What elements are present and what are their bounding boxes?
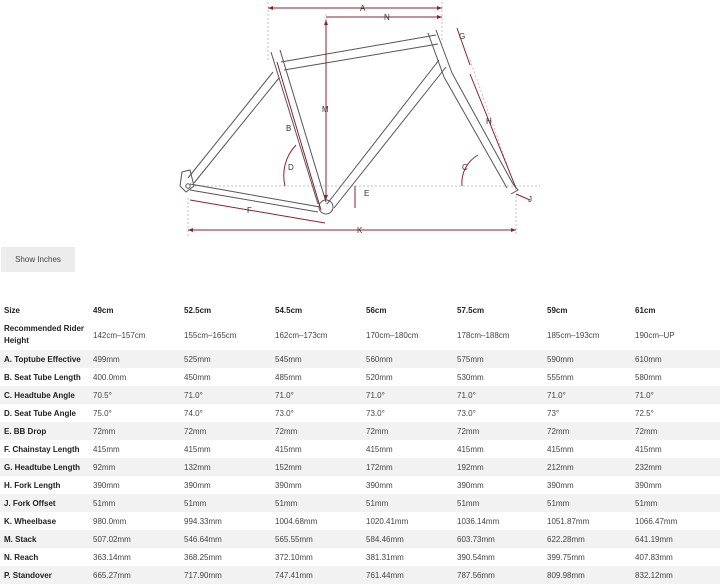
size-column-header: 61cm (635, 305, 656, 315)
table-cell: 71.0° (635, 390, 654, 400)
size-column-header: 59cm (547, 305, 568, 315)
table-cell: 71.0° (366, 390, 385, 400)
table-cell: 72mm (366, 426, 389, 436)
table-cell: 507.02mm (93, 534, 131, 544)
label-F: F (247, 206, 252, 215)
label-B: B (286, 124, 292, 133)
table-cell: 415mm (275, 444, 302, 454)
table-cell: 584.46mm (366, 534, 404, 544)
table-cell: 415mm (93, 444, 120, 454)
size-column-header: 49cm (93, 305, 114, 315)
table-cell: 400.0mm (93, 372, 127, 382)
table-row (0, 386, 720, 404)
table-cell: 390mm (457, 480, 484, 490)
table-row (0, 512, 720, 530)
table-cell: 162cm–173cm (275, 330, 328, 340)
table-row (0, 530, 720, 548)
table-cell: 142cm–157cm (93, 330, 146, 340)
table-cell: 390.54mm (457, 552, 495, 562)
table-cell: 363.14mm (93, 552, 131, 562)
row-label: N. Reach (4, 552, 39, 562)
table-cell: 994.33mm (184, 516, 222, 526)
table-cell: 155cm–165cm (184, 330, 237, 340)
table-cell: 51mm (457, 498, 480, 508)
table-cell: 381.31mm (366, 552, 404, 562)
table-cell: 212mm (547, 462, 574, 472)
table-cell: 372.10mm (275, 552, 313, 562)
table-cell: 390mm (275, 480, 302, 490)
table-cell: 185cm–193cm (547, 330, 600, 340)
table-cell: 73° (547, 408, 560, 418)
table-cell: 73.0° (366, 408, 385, 418)
table-cell: 71.0° (547, 390, 566, 400)
table-cell: 170cm–180cm (366, 330, 419, 340)
table-cell: 717.90mm (184, 570, 222, 580)
table-cell: 1020.41mm (366, 516, 409, 526)
table-row (0, 548, 720, 566)
table-cell: 72mm (184, 426, 207, 436)
table-row (0, 476, 720, 494)
table-cell: 665.27mm (93, 570, 131, 580)
table-cell: 75.0° (93, 408, 112, 418)
table-cell: 73.0° (457, 408, 476, 418)
frame-geometry-diagram (0, 0, 720, 240)
table-cell: 1036.14mm (457, 516, 500, 526)
table-cell: 980.0mm (93, 516, 127, 526)
table-cell: 450mm (184, 372, 211, 382)
table-cell: 415mm (366, 444, 393, 454)
size-header-label: Size (4, 305, 21, 315)
dimension-labels (247, 4, 532, 235)
table-cell: 51mm (93, 498, 116, 508)
show-inches-button[interactable]: Show Inches (1, 247, 75, 272)
geometry-table-body (0, 320, 720, 584)
table-cell: 71.0° (457, 390, 476, 400)
geometry-table-header (0, 300, 720, 320)
label-J: J (528, 195, 532, 204)
row-label: E. BB Drop (4, 426, 47, 436)
table-cell: 407.83mm (635, 552, 673, 562)
label-E: E (364, 189, 370, 198)
table-cell: 485mm (275, 372, 302, 382)
table-cell: 1066.47mm (635, 516, 678, 526)
table-cell: 809.98mm (547, 570, 585, 580)
table-cell: 525mm (184, 354, 211, 364)
table-cell: 390mm (547, 480, 574, 490)
table-cell: 560mm (366, 354, 393, 364)
table-cell: 190cm–UP (635, 330, 675, 340)
table-cell: 565.55mm (275, 534, 313, 544)
table-cell: 641.19mm (635, 534, 673, 544)
table-cell: 747.41mm (275, 570, 313, 580)
size-header-row (0, 300, 720, 320)
table-row (0, 494, 720, 512)
row-label: G. Headtube Length (4, 462, 80, 472)
table-row (0, 350, 720, 368)
row-label: M. Stack (4, 534, 37, 544)
row-label: D. Seat Tube Angle (4, 408, 77, 418)
table-cell: 152mm (275, 462, 302, 472)
table-cell: 72mm (275, 426, 298, 436)
table-cell: 832.12mm (635, 570, 673, 580)
table-cell: 368.25mm (184, 552, 222, 562)
table-cell: 555mm (547, 372, 574, 382)
label-N: N (384, 13, 390, 22)
table-cell: 622.28mm (547, 534, 585, 544)
table-cell: 92mm (93, 462, 116, 472)
row-label: F. Chainstay Length (4, 444, 80, 454)
size-column-header: 52.5cm (184, 305, 212, 315)
table-cell: 415mm (635, 444, 662, 454)
row-label: Recommended Rider Height (4, 324, 85, 345)
table-cell: 575mm (457, 354, 484, 364)
size-column-header: 57.5cm (457, 305, 485, 315)
table-cell: 390mm (184, 480, 211, 490)
label-K: K (357, 226, 363, 235)
table-cell: 761.44mm (366, 570, 404, 580)
size-column-header: 56cm (366, 305, 387, 315)
table-cell: 520mm (366, 372, 393, 382)
table-cell: 72mm (547, 426, 570, 436)
table-cell: 399.75mm (547, 552, 585, 562)
row-label: K. Wheelbase (4, 516, 57, 526)
table-cell: 415mm (184, 444, 211, 454)
table-row (0, 368, 720, 386)
table-cell: 603.73mm (457, 534, 495, 544)
label-H: H (486, 117, 492, 126)
table-cell: 787.56mm (457, 570, 495, 580)
row-label: A. Toptube Effective (4, 354, 81, 364)
table-cell: 232mm (635, 462, 662, 472)
table-cell: 72mm (635, 426, 658, 436)
table-cell: 72mm (457, 426, 480, 436)
table-cell: 51mm (184, 498, 207, 508)
table-cell: 172mm (366, 462, 393, 472)
table-cell: 390mm (635, 480, 662, 490)
table-row (0, 440, 720, 458)
label-D: D (288, 163, 294, 172)
label-M: M (322, 105, 329, 114)
table-cell: 73.0° (275, 408, 294, 418)
table-cell: 51mm (366, 498, 389, 508)
table-cell: 51mm (635, 498, 658, 508)
table-cell: 72.5° (635, 408, 654, 418)
table-cell: 545mm (275, 354, 302, 364)
label-A: A (360, 4, 366, 13)
table-cell: 192mm (457, 462, 484, 472)
table-row (0, 320, 720, 350)
dimension-lines (188, 8, 530, 230)
row-label: C. Headtube Angle (4, 390, 75, 400)
row-label: J. Fork Offset (4, 498, 56, 508)
table-cell: 51mm (547, 498, 570, 508)
geometry-table (0, 300, 720, 584)
table-cell: 610mm (635, 354, 662, 364)
table-cell: 546.64mm (184, 534, 222, 544)
table-cell: 71.0° (275, 390, 294, 400)
table-cell: 74.0° (184, 408, 203, 418)
table-cell: 530mm (457, 372, 484, 382)
table-cell: 70.5° (93, 390, 112, 400)
row-label: H. Fork Length (4, 480, 61, 490)
table-cell: 72mm (93, 426, 116, 436)
size-column-header: 54.5cm (275, 305, 303, 315)
table-row (0, 404, 720, 422)
row-label: B. Seat Tube Length (4, 372, 81, 382)
table-cell: 71.0° (184, 390, 203, 400)
table-cell: 51mm (275, 498, 298, 508)
table-cell: 390mm (366, 480, 393, 490)
table-cell: 590mm (547, 354, 574, 364)
table-cell: 178cm–188cm (457, 330, 510, 340)
table-cell: 580mm (635, 372, 662, 382)
table-cell: 499mm (93, 354, 120, 364)
table-row (0, 422, 720, 440)
table-cell: 132mm (184, 462, 211, 472)
table-cell: 1051.87mm (547, 516, 590, 526)
table-cell: 415mm (457, 444, 484, 454)
label-C: C (462, 163, 468, 172)
row-label: P. Standover (4, 570, 52, 580)
label-G: G (459, 32, 466, 41)
table-cell: 1004.68mm (275, 516, 318, 526)
table-cell: 415mm (547, 444, 574, 454)
table-cell: 390mm (93, 480, 120, 490)
table-row (0, 458, 720, 476)
table-row (0, 566, 720, 584)
